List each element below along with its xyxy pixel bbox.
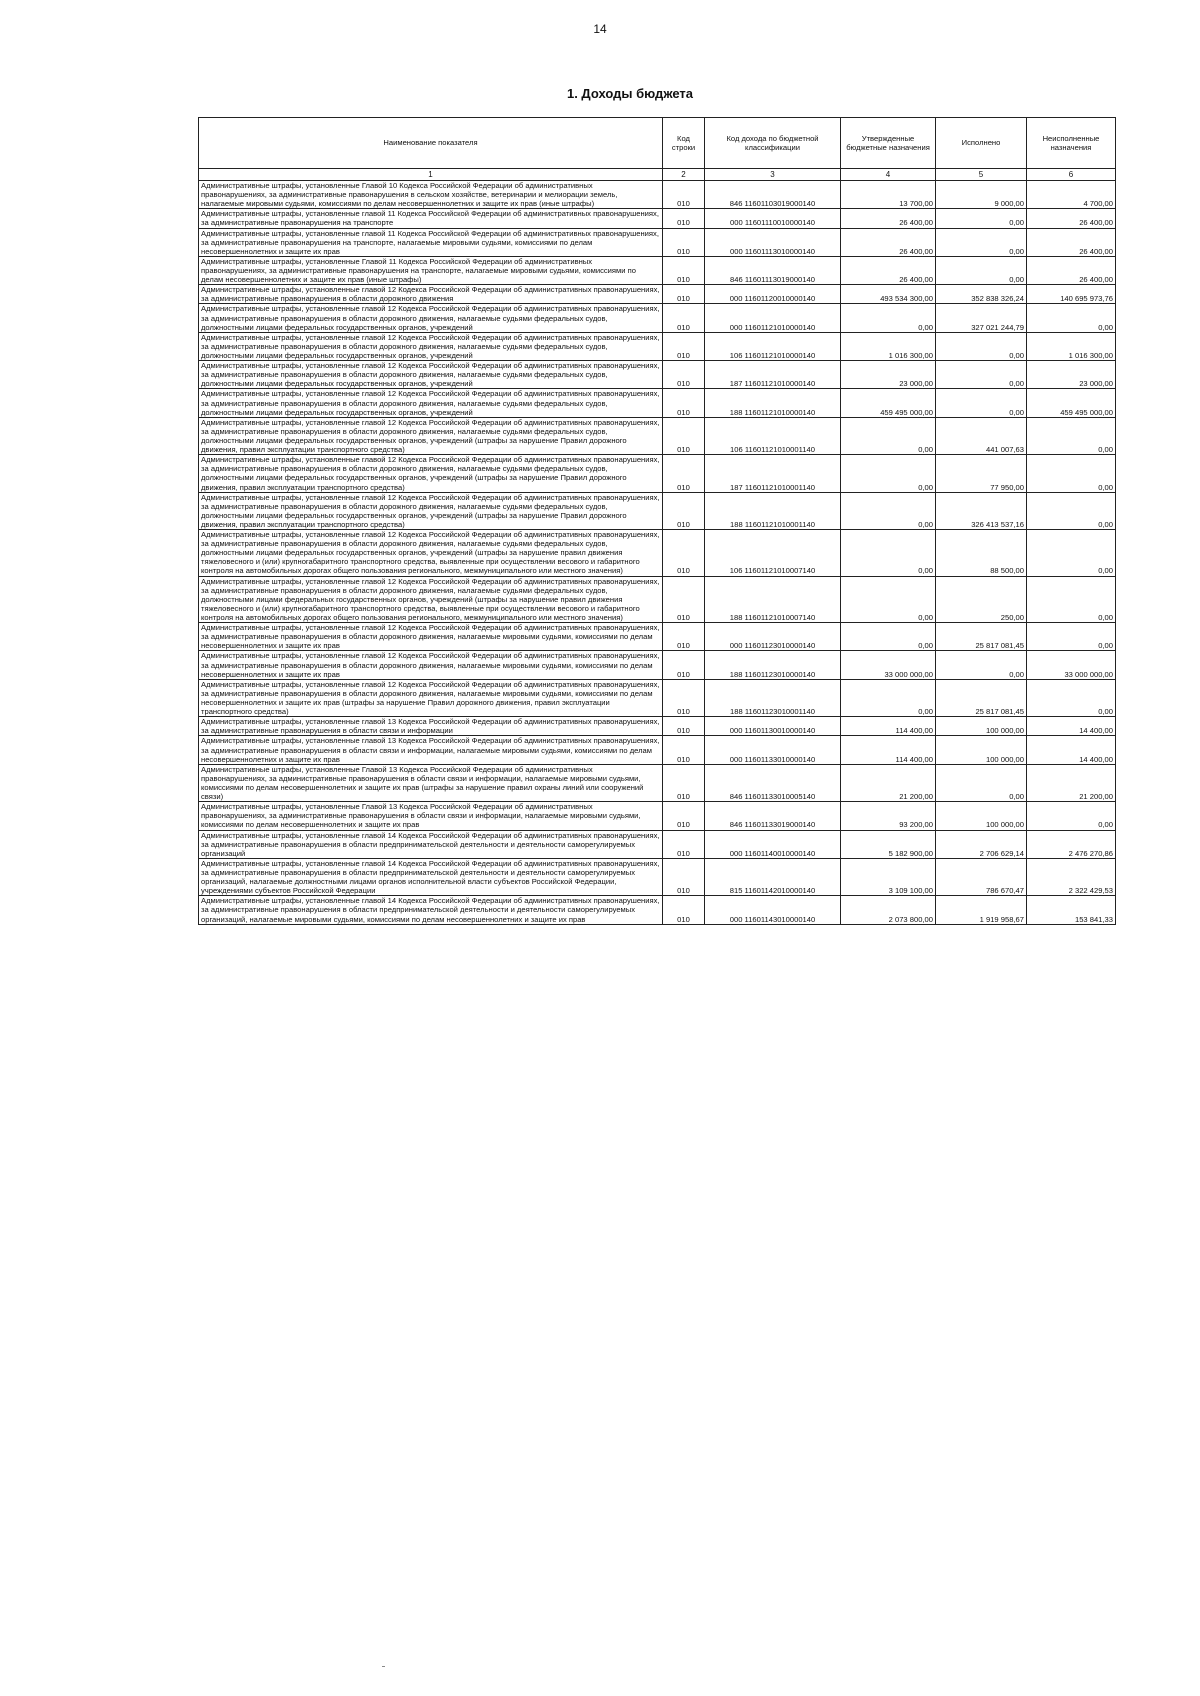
row-approved-amount: 1 016 300,00 [841, 332, 936, 360]
row-revenue-code: 000 11601113010000140 [705, 228, 841, 256]
row-indicator-name: Административные штрафы, установленные главой 12 Кодекса Российской Федерации об административных правонарушениях, за административные правонарушения в области дорожного движения, налагаемые судьями федеральных судов, должностными лицами федеральных государственных органов, учреждений (штрафы за нарушение Правил дорожного движения, правил эксплуатации транспортного средства) [199, 417, 663, 454]
row-executed-amount: 352 838 326,24 [936, 285, 1027, 304]
row-line-code: 010 [663, 492, 705, 529]
row-revenue-code: 000 11601133010000140 [705, 736, 841, 764]
row-indicator-name: Административные штрафы, установленные главой 12 Кодекса Российской Федерации об административных правонарушениях, за административные правонарушения в области дорожного движения, налагаемые судьями федеральных судов, должностными лицами федеральных государственных органов, учреждений (штрафы за нарушение правил движения тяжеловесного и (или) крупногабаритного транспортного средства, выявленные при осуществлении весового и габаритного контроля на автомобильных дорогах общего пользования регионального, межмуниципального или местного значения) [199, 576, 663, 623]
table-row [199, 530, 1116, 577]
table-row [199, 417, 1116, 454]
row-revenue-code: 000 11601130010000140 [705, 717, 841, 736]
row-line-code: 010 [663, 228, 705, 256]
row-indicator-name: Административные штрафы, установленные главой 12 Кодекса Российской Федерации об административных правонарушениях, за административные правонарушения в области дорожного движения [199, 285, 663, 304]
row-line-code: 010 [663, 858, 705, 895]
row-unexecuted-amount: 1 016 300,00 [1027, 332, 1116, 360]
row-indicator-name: Административные штрафы, установленные главой 12 Кодекса Российской Федерации об административных правонарушениях, за административные правонарушения в области дорожного движения, налагаемые судьями федеральных судов, должностными лицами федеральных государственных органов, учреждений (штрафы за нарушение правил движения тяжеловесного и (или) крупногабаритного транспортного средства, выявленные при осуществлении весового и габаритного контроля на автомобильных дорогах общего пользования регионального, межмуниципального или местного значения) [199, 530, 663, 577]
row-unexecuted-amount: 14 400,00 [1027, 717, 1116, 736]
row-executed-amount: 326 413 537,16 [936, 492, 1027, 529]
table-row [199, 830, 1116, 858]
row-revenue-code: 846 11601103019000140 [705, 181, 841, 209]
row-approved-amount: 0,00 [841, 492, 936, 529]
row-executed-amount: 0,00 [936, 209, 1027, 228]
row-executed-amount: 327 021 244,79 [936, 304, 1027, 332]
row-indicator-name: Административные штрафы, установленные главой 12 Кодекса Российской Федерации об административных правонарушениях, за административные правонарушения в области дорожного движения, налагаемые мировыми судьями, комиссиями по делам несовершеннолетних и защите их прав [199, 623, 663, 651]
section-title: 1. Доходы бюджета [566, 86, 694, 101]
row-revenue-code: 846 11601133010005140 [705, 764, 841, 801]
row-approved-amount: 0,00 [841, 623, 936, 651]
row-revenue-code: 000 11601123010000140 [705, 623, 841, 651]
row-indicator-name: Административные штрафы, установленные главой 11 Кодекса Российской Федерации об административных правонарушениях, за административные правонарушения на транспорте [199, 209, 663, 228]
row-line-code: 010 [663, 717, 705, 736]
row-indicator-name: Административные штрафы, установленные главой 12 Кодекса Российской Федерации об административных правонарушениях, за административные правонарушения в области дорожного движения, налагаемые судьями федеральных судов, должностными лицами федеральных государственных органов, учреждений (штрафы за нарушение Правил дорожного движения, правил эксплуатации транспортного средства) [199, 492, 663, 529]
row-indicator-name: Административные штрафы, установленные главой 11 Кодекса Российской Федерации об административных правонарушениях, за административные правонарушения на транспорте, налагаемые мировыми судьями, комиссиями по делам несовершеннолетних и защите их прав [199, 228, 663, 256]
row-unexecuted-amount: 140 695 973,76 [1027, 285, 1116, 304]
row-revenue-code: 187 11601121010000140 [705, 361, 841, 389]
row-executed-amount: 0,00 [936, 651, 1027, 679]
table-row [199, 256, 1116, 284]
row-approved-amount: 0,00 [841, 679, 936, 716]
row-revenue-code: 188 11601123010001140 [705, 679, 841, 716]
row-approved-amount: 0,00 [841, 455, 936, 492]
table-row [199, 285, 1116, 304]
row-revenue-code: 106 11601121010000140 [705, 332, 841, 360]
table-row [199, 679, 1116, 716]
row-approved-amount: 21 200,00 [841, 764, 936, 801]
row-revenue-code: 000 11601140010000140 [705, 830, 841, 858]
column-number: 4 [841, 169, 936, 181]
row-executed-amount: 100 000,00 [936, 717, 1027, 736]
row-approved-amount: 3 109 100,00 [841, 858, 936, 895]
row-revenue-code: 000 11601110010000140 [705, 209, 841, 228]
table-row [199, 858, 1116, 895]
row-executed-amount: 0,00 [936, 332, 1027, 360]
row-executed-amount: 25 817 081,45 [936, 623, 1027, 651]
table-row [199, 896, 1116, 924]
row-indicator-name: Административные штрафы, установленные главой 14 Кодекса Российской Федерации об административных правонарушениях, за административные правонарушения в области предпринимательской деятельности и деятельности саморегулируемых организаций [199, 830, 663, 858]
row-revenue-code: 188 11601121010001140 [705, 492, 841, 529]
row-line-code: 010 [663, 576, 705, 623]
row-line-code: 010 [663, 679, 705, 716]
row-executed-amount: 786 670,47 [936, 858, 1027, 895]
header-executed: Исполнено [936, 118, 1027, 169]
row-executed-amount: 25 817 081,45 [936, 679, 1027, 716]
row-revenue-code: 000 11601120010000140 [705, 285, 841, 304]
row-line-code: 010 [663, 389, 705, 417]
row-revenue-code: 188 11601121010007140 [705, 576, 841, 623]
row-unexecuted-amount: 0,00 [1027, 623, 1116, 651]
row-line-code: 010 [663, 209, 705, 228]
row-approved-amount: 114 400,00 [841, 736, 936, 764]
row-line-code: 010 [663, 830, 705, 858]
table-body [199, 181, 1116, 925]
row-executed-amount: 2 706 629,14 [936, 830, 1027, 858]
row-line-code: 010 [663, 530, 705, 577]
row-unexecuted-amount: 26 400,00 [1027, 256, 1116, 284]
row-indicator-name: Административные штрафы, установленные главой 13 Кодекса Российской Федерации об административных правонарушениях, за административные правонарушения в области связи и информации [199, 717, 663, 736]
row-unexecuted-amount: 26 400,00 [1027, 228, 1116, 256]
row-line-code: 010 [663, 896, 705, 924]
row-revenue-code: 815 11601142010000140 [705, 858, 841, 895]
row-indicator-name: Административные штрафы, установленные главой 12 Кодекса Российской Федерации об административных правонарушениях, за административные правонарушения в области дорожного движения, налагаемые судьями федеральных судов, должностными лицами федеральных государственных органов, учреждений [199, 361, 663, 389]
table-row [199, 332, 1116, 360]
row-approved-amount: 0,00 [841, 576, 936, 623]
table-row [199, 764, 1116, 801]
row-approved-amount: 114 400,00 [841, 717, 936, 736]
row-unexecuted-amount: 0,00 [1027, 802, 1116, 830]
table-row [199, 361, 1116, 389]
row-line-code: 010 [663, 455, 705, 492]
row-unexecuted-amount: 14 400,00 [1027, 736, 1116, 764]
table-row [199, 209, 1116, 228]
row-line-code: 010 [663, 304, 705, 332]
row-indicator-name: Административные штрафы, установленные Главой 13 Кодекса Российской Федерации об административных правонарушениях, за административные правонарушения в области связи и информации, налагаемые мировыми судьями, комиссиями по делам несовершеннолетних и защите их прав (штрафы за нарушение правил охраны линий или сооружений связи) [199, 764, 663, 801]
row-approved-amount: 13 700,00 [841, 181, 936, 209]
row-indicator-name: Административные штрафы, установленные главой 13 Кодекса Российской Федерации об административных правонарушениях, за административные правонарушения в области связи и информации, налагаемые мировыми судьями, комиссиями по делам несовершеннолетних и защите их прав [199, 736, 663, 764]
row-approved-amount: 26 400,00 [841, 228, 936, 256]
row-unexecuted-amount: 2 476 270,86 [1027, 830, 1116, 858]
row-approved-amount: 493 534 300,00 [841, 285, 936, 304]
row-unexecuted-amount: 0,00 [1027, 417, 1116, 454]
row-approved-amount: 23 000,00 [841, 361, 936, 389]
row-revenue-code: 187 11601121010001140 [705, 455, 841, 492]
row-indicator-name: Административные штрафы, установленные главой 12 Кодекса Российской Федерации об административных правонарушениях, за административные правонарушения в области дорожного движения, налагаемые мировыми судьями, комиссиями по делам несовершеннолетних и защите их прав [199, 651, 663, 679]
row-revenue-code: 846 11601133019000140 [705, 802, 841, 830]
row-line-code: 010 [663, 623, 705, 651]
row-approved-amount: 0,00 [841, 530, 936, 577]
row-executed-amount: 9 000,00 [936, 181, 1027, 209]
row-line-code: 010 [663, 332, 705, 360]
row-executed-amount: 0,00 [936, 764, 1027, 801]
row-executed-amount: 100 000,00 [936, 802, 1027, 830]
row-executed-amount: 88 500,00 [936, 530, 1027, 577]
table-row [199, 576, 1116, 623]
row-revenue-code: 846 11601113019000140 [705, 256, 841, 284]
table-row [199, 717, 1116, 736]
row-approved-amount: 26 400,00 [841, 209, 936, 228]
row-indicator-name: Административные штрафы, установленные Главой 10 Кодекса Российской Федерации об административных правонарушениях, за административные правонарушения в сельском хозяйстве, ветеринарии и мелиорации земель, налагаемые мировыми судьями, комиссиями по делам несовершеннолетних и защите их прав (иные штрафы) [199, 181, 663, 209]
row-line-code: 010 [663, 181, 705, 209]
row-unexecuted-amount: 4 700,00 [1027, 181, 1116, 209]
row-line-code: 010 [663, 361, 705, 389]
header-approved: Утвержденные бюджетные назначения [841, 118, 936, 169]
row-unexecuted-amount: 33 000 000,00 [1027, 651, 1116, 679]
row-unexecuted-amount: 0,00 [1027, 530, 1116, 577]
row-unexecuted-amount: 23 000,00 [1027, 361, 1116, 389]
row-approved-amount: 0,00 [841, 417, 936, 454]
row-revenue-code: 000 11601143010000140 [705, 896, 841, 924]
row-approved-amount: 5 182 900,00 [841, 830, 936, 858]
row-unexecuted-amount: 0,00 [1027, 304, 1116, 332]
table-row [199, 304, 1116, 332]
table-row [199, 736, 1116, 764]
table-row [199, 492, 1116, 529]
table-row [199, 623, 1116, 651]
row-unexecuted-amount: 153 841,33 [1027, 896, 1116, 924]
row-unexecuted-amount: 21 200,00 [1027, 764, 1116, 801]
row-indicator-name: Административные штрафы, установленные Главой 11 Кодекса Российской Федерации об административных правонарушениях, за административные правонарушения на транспорте, налагаемые мировыми судьями, комиссиями по делам несовершеннолетних и защите их прав (иные штрафы) [199, 256, 663, 284]
row-line-code: 010 [663, 256, 705, 284]
row-indicator-name: Административные штрафы, установленные главой 12 Кодекса Российской Федерации об административных правонарушениях, за административные правонарушения в области дорожного движения, налагаемые мировыми судьями, комиссиями по делам несовершеннолетних и защите их прав (штрафы за нарушение Правил дорожного движения, правил эксплуатации транспортного средства) [199, 679, 663, 716]
row-unexecuted-amount: 0,00 [1027, 455, 1116, 492]
row-unexecuted-amount: 459 495 000,00 [1027, 389, 1116, 417]
row-executed-amount: 77 950,00 [936, 455, 1027, 492]
row-unexecuted-amount: 0,00 [1027, 492, 1116, 529]
row-executed-amount: 0,00 [936, 228, 1027, 256]
row-unexecuted-amount: 0,00 [1027, 576, 1116, 623]
row-line-code: 010 [663, 736, 705, 764]
row-approved-amount: 0,00 [841, 304, 936, 332]
row-line-code: 010 [663, 285, 705, 304]
row-indicator-name: Административные штрафы, установленные главой 12 Кодекса Российской Федерации об административных правонарушениях, за административные правонарушения в области дорожного движения, налагаемые судьями федеральных судов, должностными лицами федеральных государственных органов, учреждений [199, 332, 663, 360]
row-approved-amount: 26 400,00 [841, 256, 936, 284]
row-executed-amount: 100 000,00 [936, 736, 1027, 764]
row-revenue-code: 188 11601121010000140 [705, 389, 841, 417]
table-row [199, 802, 1116, 830]
row-indicator-name: Административные штрафы, установленные главой 14 Кодекса Российской Федерации об административных правонарушениях, за административные правонарушения в области предпринимательской деятельности и деятельности саморегулируемых организаций, налагаемые мировыми судьями, комиссиями по делам несовершеннолетних и защите их прав [199, 896, 663, 924]
table-row [199, 228, 1116, 256]
row-revenue-code: 106 11601121010007140 [705, 530, 841, 577]
column-number-row [199, 169, 1116, 181]
row-approved-amount: 33 000 000,00 [841, 651, 936, 679]
row-executed-amount: 441 007,63 [936, 417, 1027, 454]
table-row [199, 651, 1116, 679]
row-indicator-name: Административные штрафы, установленные главой 12 Кодекса Российской Федерации об административных правонарушениях, за административные правонарушения в области дорожного движения, налагаемые судьями федеральных судов, должностными лицами федеральных государственных органов, учреждений [199, 304, 663, 332]
row-unexecuted-amount: 26 400,00 [1027, 209, 1116, 228]
row-executed-amount: 0,00 [936, 361, 1027, 389]
row-line-code: 010 [663, 802, 705, 830]
row-executed-amount: 1 919 958,67 [936, 896, 1027, 924]
header-unexecuted: Неисполненные назначения [1027, 118, 1116, 169]
revenue-table [198, 117, 1116, 925]
row-line-code: 010 [663, 651, 705, 679]
column-number: 1 [199, 169, 663, 181]
table-row [199, 181, 1116, 209]
row-unexecuted-amount: 0,00 [1027, 679, 1116, 716]
row-unexecuted-amount: 2 322 429,53 [1027, 858, 1116, 895]
row-approved-amount: 93 200,00 [841, 802, 936, 830]
column-number: 6 [1027, 169, 1116, 181]
header-indicator-name: Наименование показателя [199, 118, 663, 169]
row-indicator-name: Административные штрафы, установленные главой 14 Кодекса Российской Федерации об административных правонарушениях, за административные правонарушения в области предпринимательской деятельности и деятельности саморегулируемых организаций, налагаемые должностными лицами органов исполнительной власти субъектов Российской Федерации, учреждениями субъектов Российской Федерации [199, 858, 663, 895]
page-number: 14 [593, 22, 607, 36]
row-executed-amount: 0,00 [936, 389, 1027, 417]
column-number: 3 [705, 169, 841, 181]
row-revenue-code: 188 11601123010000140 [705, 651, 841, 679]
row-revenue-code: 000 11601121010000140 [705, 304, 841, 332]
row-approved-amount: 459 495 000,00 [841, 389, 936, 417]
row-line-code: 010 [663, 764, 705, 801]
column-number: 2 [663, 169, 705, 181]
scan-speck [382, 1666, 385, 1667]
row-executed-amount: 250,00 [936, 576, 1027, 623]
table-row [199, 389, 1116, 417]
row-revenue-code: 106 11601121010001140 [705, 417, 841, 454]
row-indicator-name: Административные штрафы, установленные главой 12 Кодекса Российской Федерации об административных правонарушениях, за административные правонарушения в области дорожного движения, налагаемые судьями федеральных судов, должностными лицами федеральных государственных органов, учреждений (штрафы за нарушение Правил дорожного движения, правил эксплуатации транспортного средства) [199, 455, 663, 492]
header-line-code: Код строки [663, 118, 705, 169]
row-approved-amount: 2 073 800,00 [841, 896, 936, 924]
table-row [199, 455, 1116, 492]
row-indicator-name: Административные штрафы, установленные Главой 13 Кодекса Российской Федерации об административных правонарушениях, за административные правонарушения в области связи и информации, налагаемые мировыми судьями, комиссиями по делам несовершеннолетних и защите их прав [199, 802, 663, 830]
row-indicator-name: Административные штрафы, установленные главой 12 Кодекса Российской Федерации об административных правонарушениях, за административные правонарушения в области дорожного движения, налагаемые судьями федеральных судов, должностными лицами федеральных государственных органов, учреждений [199, 389, 663, 417]
row-executed-amount: 0,00 [936, 256, 1027, 284]
header-revenue-code: Код дохода по бюджетной классификации [705, 118, 841, 169]
table-header-row [199, 118, 1116, 169]
row-line-code: 010 [663, 417, 705, 454]
column-number: 5 [936, 169, 1027, 181]
